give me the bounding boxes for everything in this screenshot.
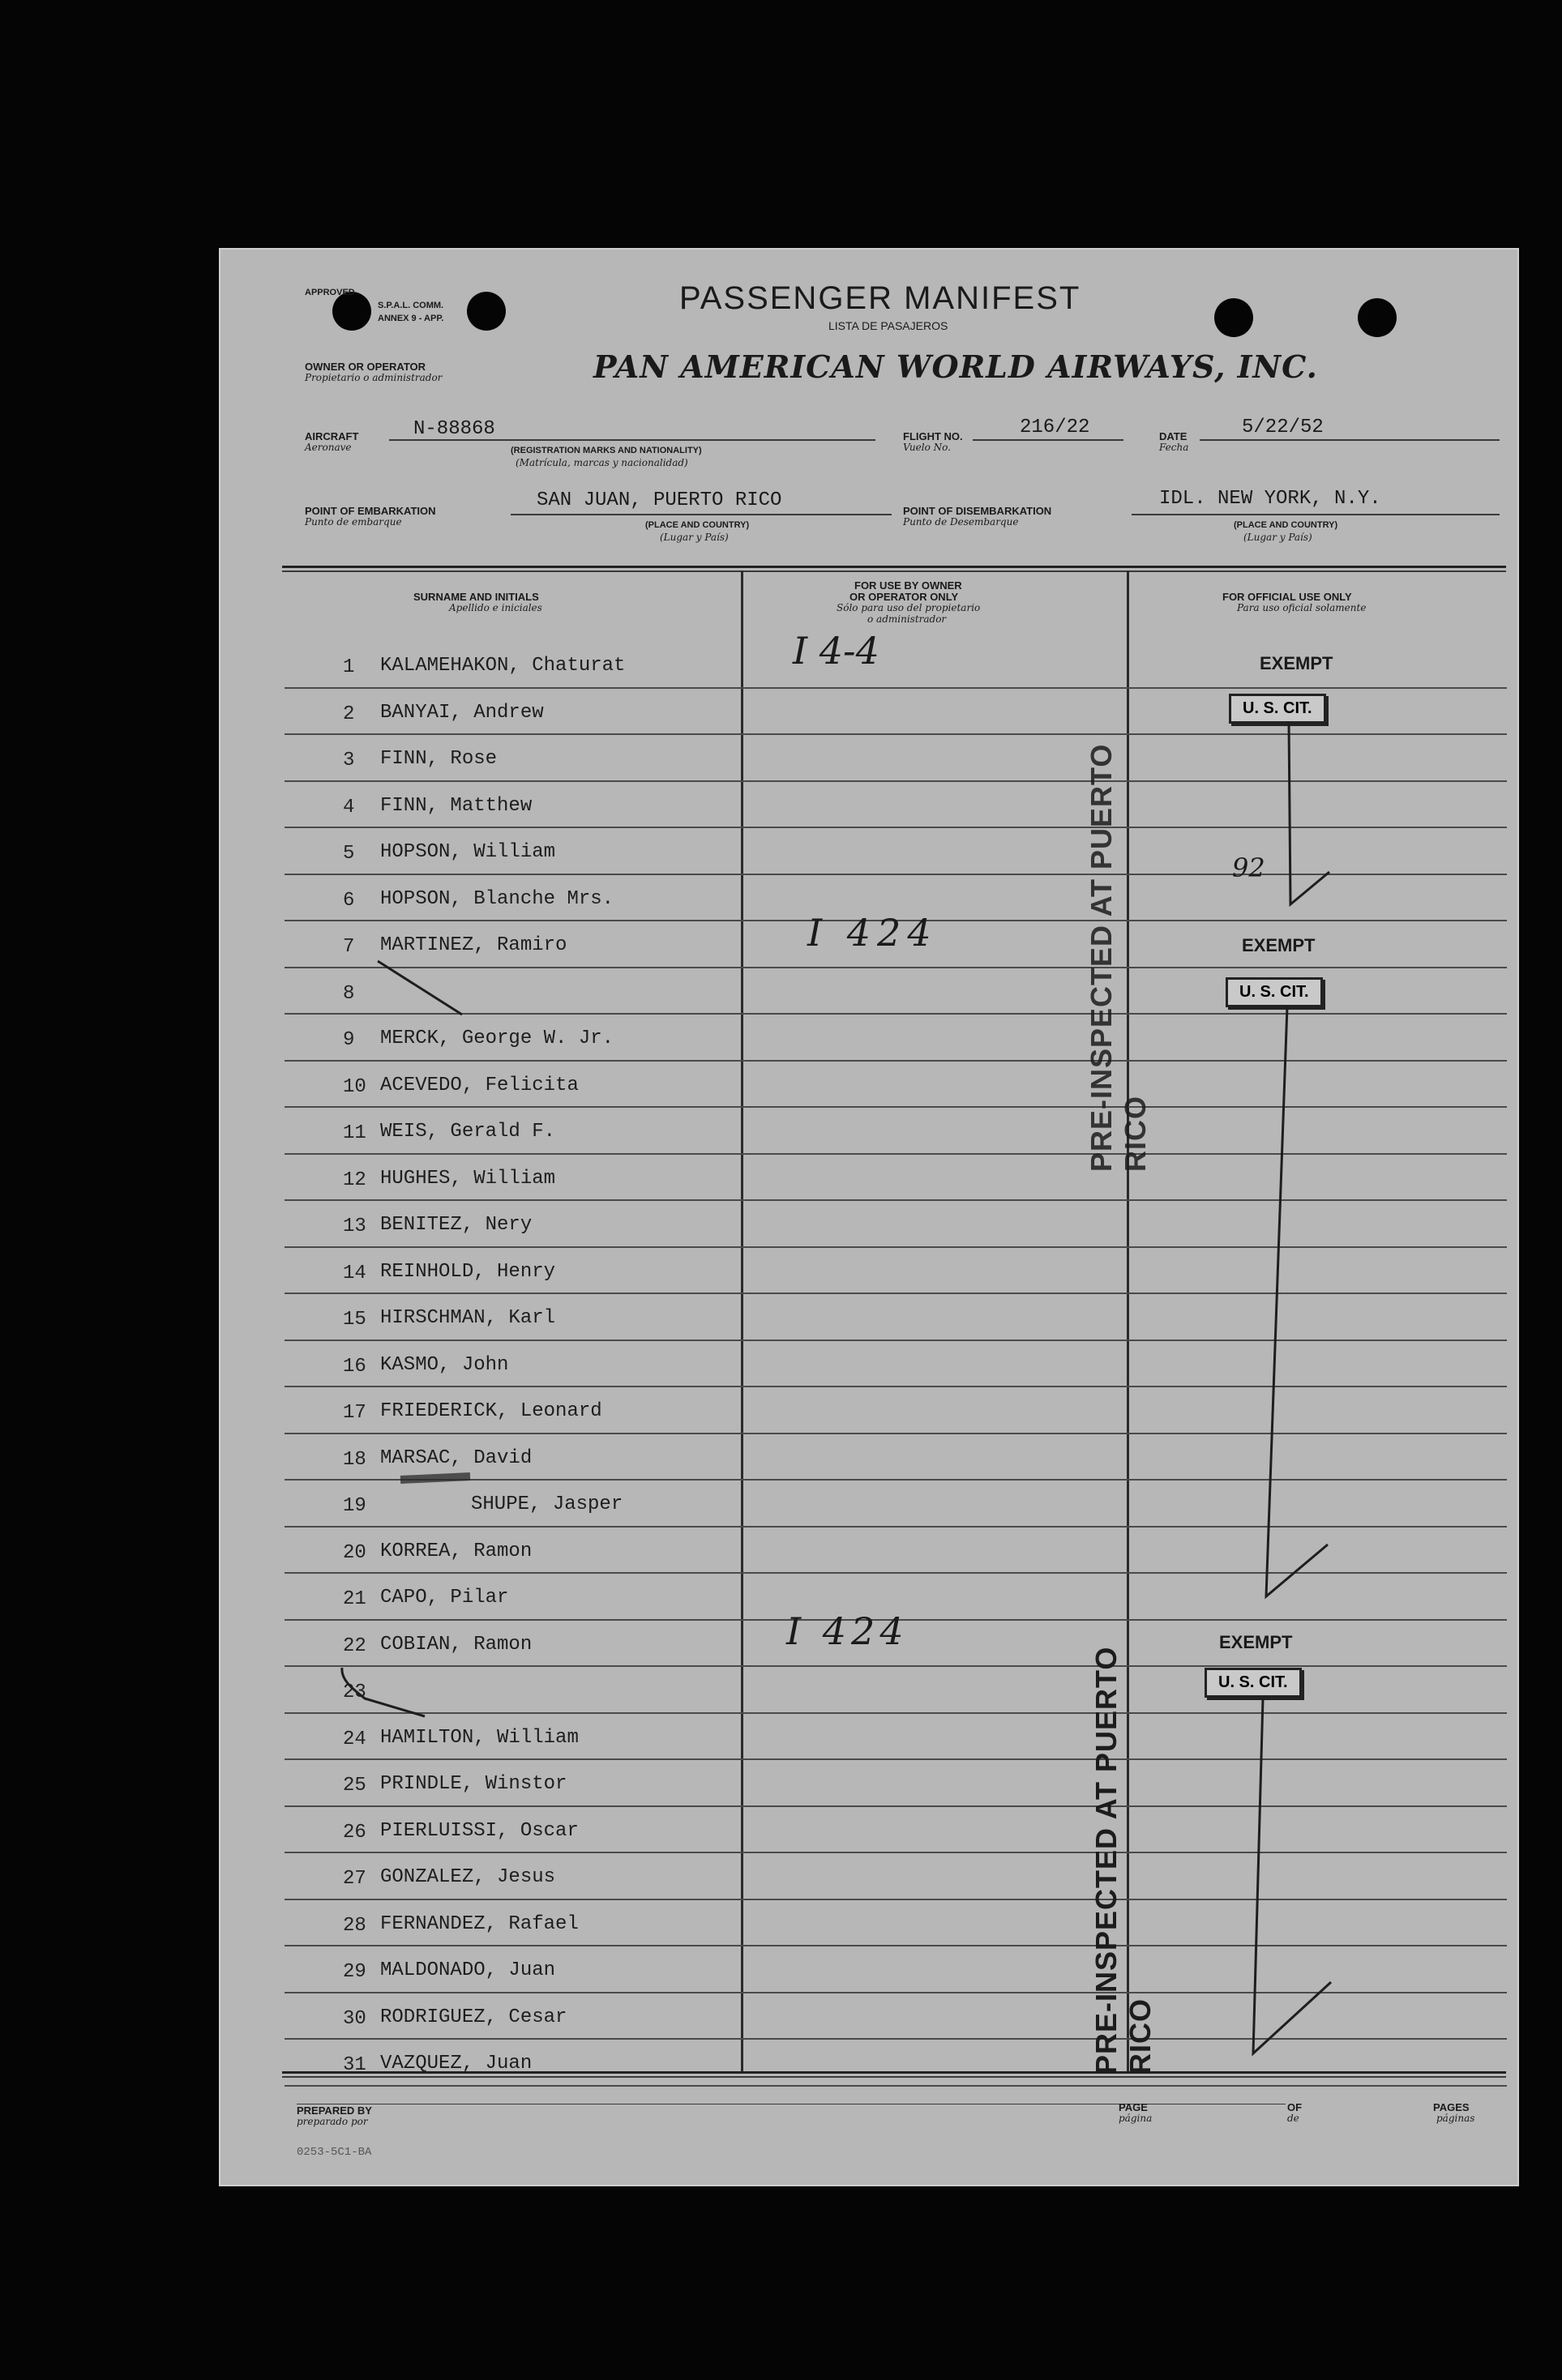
row-number: 25	[343, 1775, 366, 1797]
aircraft-value: N-88868	[413, 418, 495, 440]
passenger-name: PRINDLE, Winstor	[380, 1773, 567, 1795]
passenger-name: MARTINEZ, Ramiro	[380, 934, 567, 956]
disembark-sub: (PLACE AND COUNTRY)	[1234, 520, 1338, 530]
form-code: 0253-5C1-BA	[297, 2146, 372, 2159]
passenger-name: FRIEDERICK, Leonard	[380, 1400, 602, 1422]
passenger-name: BENITEZ, Nery	[380, 1214, 533, 1236]
disembark-label-es: Punto de Desembarque	[903, 516, 1019, 528]
manifest-sheet	[219, 248, 1519, 2186]
approved-line: S.P.A.L. COMM.	[378, 301, 444, 310]
row-number: 12	[343, 1169, 366, 1191]
passenger-name: PIERLUISSI, Oscar	[380, 1819, 579, 1842]
disembark-label: POINT OF DISEMBARKATION	[903, 505, 1052, 517]
row-number: 31	[343, 2054, 366, 2076]
row-number: 5	[343, 843, 355, 865]
check-line	[1266, 1006, 1328, 1596]
of-label-es: de	[1287, 2113, 1299, 2124]
passenger-name: GONZALEZ, Jesus	[380, 1866, 556, 1888]
col-owner-header-es: o administrador	[867, 613, 947, 625]
col-surname-header: SURNAME AND INITIALS	[413, 591, 539, 603]
strike-line	[400, 1476, 470, 1480]
row-number: 14	[343, 1262, 366, 1284]
date-label-es: Fecha	[1159, 442, 1189, 453]
row-number: 3	[343, 750, 355, 771]
row-number: 22	[343, 1634, 366, 1657]
pre-inspected-stamp: PRE-INSPECTED AT PUERTO RICO	[1085, 743, 1152, 1172]
aircraft-label: AIRCRAFT	[305, 430, 359, 442]
row-number: 17	[343, 1402, 366, 1424]
embark-sub-es: (Lugar y País)	[660, 532, 729, 543]
row-number: 19	[343, 1495, 366, 1517]
passenger-name: HUGHES, William	[380, 1167, 556, 1190]
prepared-label: PREPARED BY	[297, 2104, 372, 2117]
passenger-name: HIRSCHMAN, Karl	[380, 1307, 556, 1329]
row-number: 20	[343, 1541, 366, 1564]
passenger-name: ACEVEDO, Felicita	[380, 1074, 579, 1096]
passenger-name: KASMO, John	[380, 1353, 509, 1376]
row-number: 6	[343, 889, 355, 912]
us-citizen-stamp: U. S. CIT.	[1205, 1668, 1302, 1698]
row-number: 7	[343, 936, 355, 958]
passenger-name: SHUPE, Jasper	[471, 1493, 623, 1515]
passenger-name: KALAMEHAKON, Chaturat	[380, 655, 626, 677]
row-number: 27	[343, 1868, 366, 1890]
approved-line: ANNEX 9 - APP.	[378, 314, 444, 323]
row-number: 30	[343, 2007, 366, 2030]
disembark-value: IDL. NEW YORK, N.Y.	[1159, 488, 1381, 510]
row-number: 13	[343, 1216, 366, 1237]
handwritten-entry: I 424	[786, 1609, 909, 1653]
passenger-name: HAMILTON, William	[380, 1726, 579, 1749]
owner-label: OWNER OR OPERATOR	[305, 361, 426, 373]
passenger-name: HOPSON, Blanche Mrs.	[380, 887, 614, 910]
col-owner-header: OR OPERATOR ONLY	[849, 591, 959, 603]
handwritten-marks	[219, 248, 1519, 2186]
exempt-stamp: EXEMPT	[1260, 653, 1333, 673]
row-number: 18	[343, 1448, 366, 1471]
row-number: 21	[343, 1588, 366, 1610]
passenger-name: FINN, Rose	[380, 748, 498, 770]
passenger-name: MERCK, George W. Jr.	[380, 1028, 614, 1049]
passenger-name: COBIAN, Ramon	[380, 1633, 533, 1656]
passenger-name: BANYAI, Andrew	[380, 701, 544, 724]
date-value: 5/22/52	[1242, 417, 1324, 438]
page-subtitle: LISTA DE PASAJEROS	[828, 319, 948, 332]
flight-label: FLIGHT NO.	[903, 430, 963, 442]
passenger-name: WEIS, Gerald F.	[380, 1121, 556, 1143]
row-number: 29	[343, 1961, 366, 1983]
date-label: DATE	[1159, 430, 1188, 442]
owner-label-es: Propietario o administrador	[305, 372, 443, 383]
page-label: PAGE	[1119, 2101, 1148, 2113]
row-number: 16	[343, 1355, 366, 1378]
col-official-header: FOR OFFICIAL USE ONLY	[1222, 591, 1352, 603]
row-number: 15	[343, 1309, 366, 1331]
pre-inspected-stamp: PRE-INSPECTED AT PUERTO RICO	[1089, 1646, 1157, 2074]
row-number: 11	[343, 1122, 366, 1144]
approved-line: APPROVED	[305, 288, 355, 297]
embark-label: POINT OF EMBARKATION	[305, 505, 436, 517]
exempt-stamp: EXEMPT	[1242, 935, 1316, 955]
disembark-sub-es: (Lugar y País)	[1243, 532, 1312, 543]
owner-value: PAN AMERICAN WORLD AIRWAYS, INC.	[593, 348, 1318, 385]
pages-label: PAGES	[1433, 2101, 1470, 2113]
aircraft-sub: (REGISTRATION MARKS AND NATIONALITY)	[511, 446, 702, 455]
page-label-es: página	[1119, 2113, 1153, 2124]
passenger-name: MARSAC, David	[380, 1446, 533, 1469]
flight-label-es: Vuelo No.	[903, 442, 951, 453]
handwritten-entry: I 424	[807, 911, 938, 955]
passenger-name: CAPO, Pilar	[380, 1587, 509, 1609]
embark-sub: (PLACE AND COUNTRY)	[645, 520, 750, 530]
row-number: 24	[343, 1728, 366, 1750]
passenger-name: FERNANDEZ, Rafael	[380, 1912, 579, 1935]
row-number: 1	[343, 656, 355, 678]
exempt-stamp: EXEMPT	[1219, 1632, 1293, 1652]
row-number: 10	[343, 1075, 366, 1098]
strike-line	[378, 961, 462, 1015]
check-line	[1289, 721, 1329, 904]
passenger-name: MALDONADO, Juan	[380, 1959, 556, 1981]
passenger-name: REINHOLD, Henry	[380, 1260, 556, 1283]
row-number: 26	[343, 1821, 366, 1844]
embark-label-es: Punto de embarque	[305, 516, 402, 528]
col-official-header-es: Para uso oficial solamente	[1237, 602, 1367, 613]
passenger-name: RODRIGUEZ, Cesar	[380, 2006, 567, 2028]
handwritten-entry: I 4-4	[793, 629, 879, 673]
passenger-name: FINN, Matthew	[380, 794, 533, 817]
aircraft-label-es: Aeronave	[305, 442, 352, 453]
row-number: 2	[343, 703, 355, 725]
col-surname-header-es: Apellido e iniciales	[449, 602, 542, 613]
check-line	[1253, 1698, 1331, 2053]
pages-label-es: páginas	[1436, 2113, 1475, 2124]
row-number: 23	[343, 1681, 366, 1703]
strike-line	[342, 1668, 425, 1716]
embark-value: SAN JUAN, PUERTO RICO	[537, 489, 782, 511]
row-number: 28	[343, 1914, 366, 1937]
aircraft-sub-es: (Matrícula, marcas y nacionalidad)	[516, 457, 688, 468]
row-number: 8	[343, 982, 355, 1005]
page-title: PASSENGER MANIFEST	[679, 280, 1081, 316]
handwritten-mark: 92	[1232, 852, 1265, 883]
col-owner-header: FOR USE BY OWNER	[854, 579, 962, 592]
passenger-name: VAZQUEZ, Juan	[380, 2053, 533, 2074]
col-owner-header-es: Sólo para uso del propietario	[837, 602, 981, 613]
flight-value: 216/22	[1020, 417, 1090, 438]
row-number: 9	[343, 1029, 355, 1051]
of-label: OF	[1287, 2101, 1303, 2113]
us-citizen-stamp: U. S. CIT.	[1229, 694, 1326, 724]
passenger-name: HOPSON, William	[380, 841, 556, 863]
row-number: 4	[343, 796, 355, 818]
us-citizen-stamp: U. S. CIT.	[1226, 977, 1323, 1007]
passenger-name: KORREA, Ramon	[380, 1540, 533, 1562]
prepared-label-es: preparado por	[297, 2116, 368, 2127]
